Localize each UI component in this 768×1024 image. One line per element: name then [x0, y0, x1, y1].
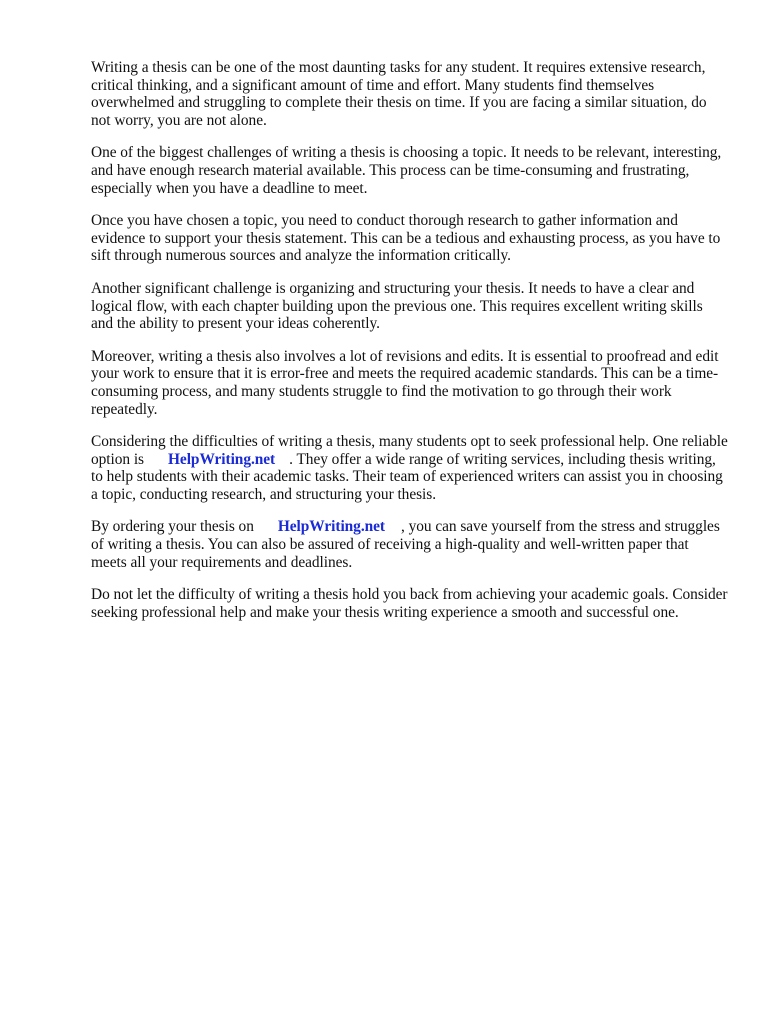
paragraph-revisions: Moreover, writing a thesis also involves a lot of revisions and edits. It is essential to proofread and edit your work to ensure that it is error-free and meets the required academic standards. This can be a time-consuming process, and many students struggle to find the motivation to go through their work repeatedly.: [91, 347, 719, 418]
paragraph-professional-help: [91, 433, 728, 503]
paragraph-ordering: [91, 518, 728, 571]
paragraph-conclusion: Do not let the difficulty of writing a thesis hold you back from achieving your academic goals. Consider seeking professional help and make your thesis writing experience a smooth and successful one.: [91, 586, 728, 621]
paragraph-intro: Writing a thesis can be one of the most daunting tasks for any student. It requires extensive research, critical thinking, and a significant amount of time and effort. Many students find themselves overwhelmed and struggling to complete their thesis on time. If you are facing a similar situation, do not worry, you are not alone.: [91, 59, 707, 129]
paragraph-topic: One of the biggest challenges of writing a thesis is choosing a topic. It needs to be relevant, interesting, and have enough research material available. This process can be time-consuming and frustrating, especially when you have a deadline to meet.: [91, 144, 722, 197]
paragraph-structure: Another significant challenge is organizing and structuring your thesis. It needs to have a clear and logical flow, with each chapter building upon the previous one. This requires excellent writing skills and the ability to present your ideas coherently.: [91, 279, 703, 333]
paragraph-text: Considering the difficulties of writing a thesis, many students opt to seek professional help. One reliable option is: [91, 433, 728, 468]
paragraph-research: Once you have chosen a topic, you need to conduct thorough research to gather information and evidence to support your thesis statement. This can be a tedious and exhausting process, as you have to sift through numerous sources and analyze the information critically.: [91, 212, 721, 265]
paragraph-text: . They offer a wide range of writing services, including thesis writing, to help students with their academic tasks. Their team of experienced writers can assist you in choosing a topic, conducting research, and structuring your thesis.: [91, 450, 723, 503]
paragraph-text: , you can save yourself from the stress and struggles of writing a thesis. You can also be assured of receiving a high-quality and well-written paper that meets all your requirements and deadlines.: [91, 518, 720, 571]
helpwriting-link[interactable]: HelpWriting.net: [168, 450, 276, 468]
helpwriting-link[interactable]: HelpWriting.net: [277, 518, 385, 536]
paragraph-text: By ordering your thesis on: [91, 518, 254, 536]
